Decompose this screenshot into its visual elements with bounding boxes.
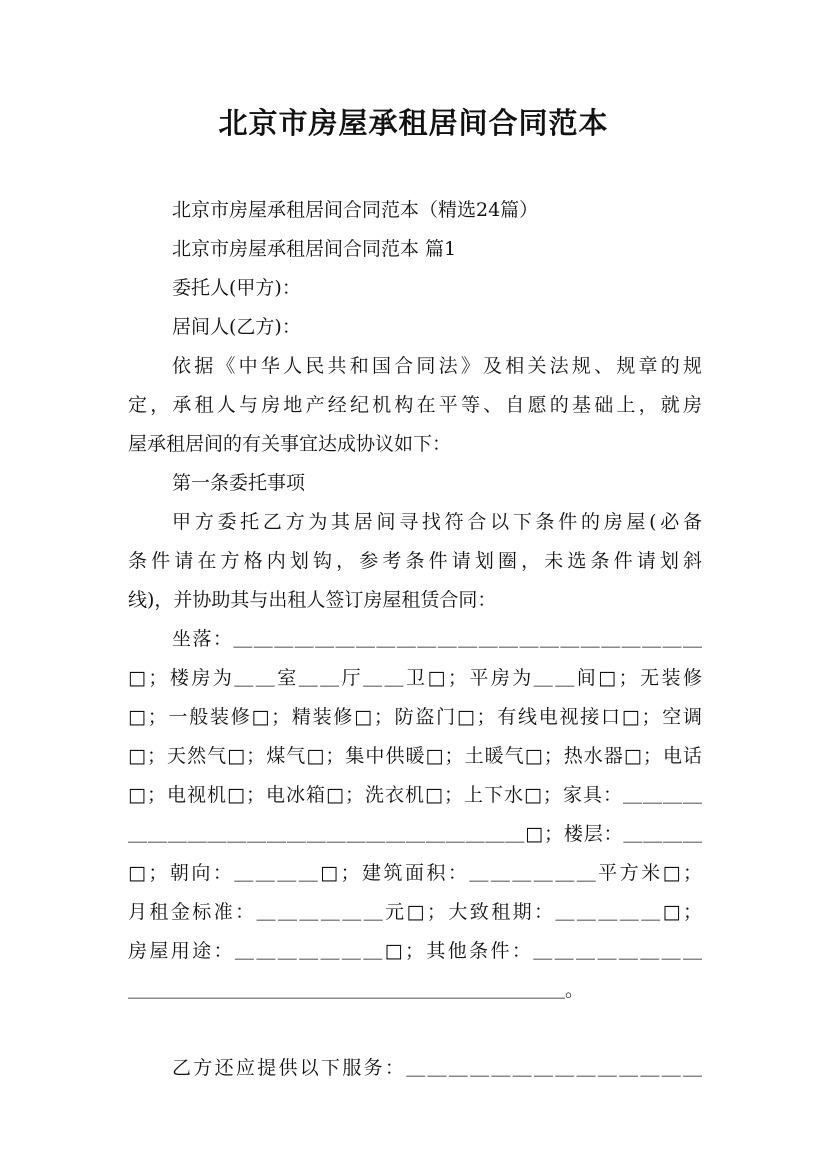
body-line: ＿＿＿＿＿＿＿＿＿＿＿＿＿＿＿＿＿＿＿＿□；楼层：＿＿＿＿ (128, 823, 702, 845)
body-line: □；天然气□；煤气□；集中供暖□；土暖气□；热水器□；电话 (128, 745, 702, 767)
body-line: □；电视机□；电冰箱□；洗衣机□；上下水□；家具：＿＿＿＿ (128, 784, 702, 806)
body-line: 甲方委托乙方为其居间寻找符合以下条件的房屋(必备 (172, 511, 702, 533)
document-title: 北京市房屋承租居间合同范本 (218, 106, 609, 140)
body-line: 定，承租人与房地产经纪机构在平等、自愿的基础上，就房 (128, 394, 702, 416)
body-line: 房屋用途：＿＿＿＿＿＿＿□；其他条件：＿＿＿＿＿＿＿＿ (128, 940, 702, 962)
body-line: □；楼房为＿＿室＿＿厅＿＿卫□；平房为＿＿间□；无装修 (128, 667, 702, 689)
body-line (128, 1010, 702, 1049)
body-line: 居间人(乙方)： (172, 316, 301, 338)
body-line: 线)，并协助其与出租人签订房屋租赁合同： (128, 589, 497, 611)
body-line: 委托人(甲方)： (172, 277, 301, 299)
body-line: 月租金标准：＿＿＿＿＿＿元□；大致租期：＿＿＿＿＿□； (128, 901, 702, 923)
body-line: 屋承租居间的有关事宜达成协议如下： (128, 433, 452, 455)
body-line: ＿＿＿＿＿＿＿＿＿＿＿＿＿＿＿＿＿＿＿＿＿＿＿。 (128, 979, 585, 1001)
body-line: 条件请在方格内划钩，参考条件请划圈，未选条件请划斜 (128, 550, 702, 572)
body-line: 北京市房屋承租居间合同范本（精选24篇） (172, 199, 539, 221)
body-line: 北京市房屋承租居间合同范本 篇1 (172, 238, 457, 260)
body-line: 乙方还应提供以下服务：＿＿＿＿＿＿＿＿＿＿＿＿＿＿ (172, 1057, 702, 1079)
body-line: □；朝向：＿＿＿＿□；建筑面积：＿＿＿＿＿＿平方米□； (128, 862, 702, 884)
body-line: □；一般装修□；精装修□；防盗门□；有线电视接口□；空调 (128, 706, 702, 728)
body-line: 第一条委托事项 (172, 472, 306, 494)
body-line: 依据《中华人民共和国合同法》及相关法规、规章的规 (172, 355, 702, 377)
body-line: 坐落：＿＿＿＿＿＿＿＿＿＿＿＿＿＿＿＿＿＿＿＿＿＿＿ (172, 628, 702, 650)
document-body (128, 191, 702, 1088)
